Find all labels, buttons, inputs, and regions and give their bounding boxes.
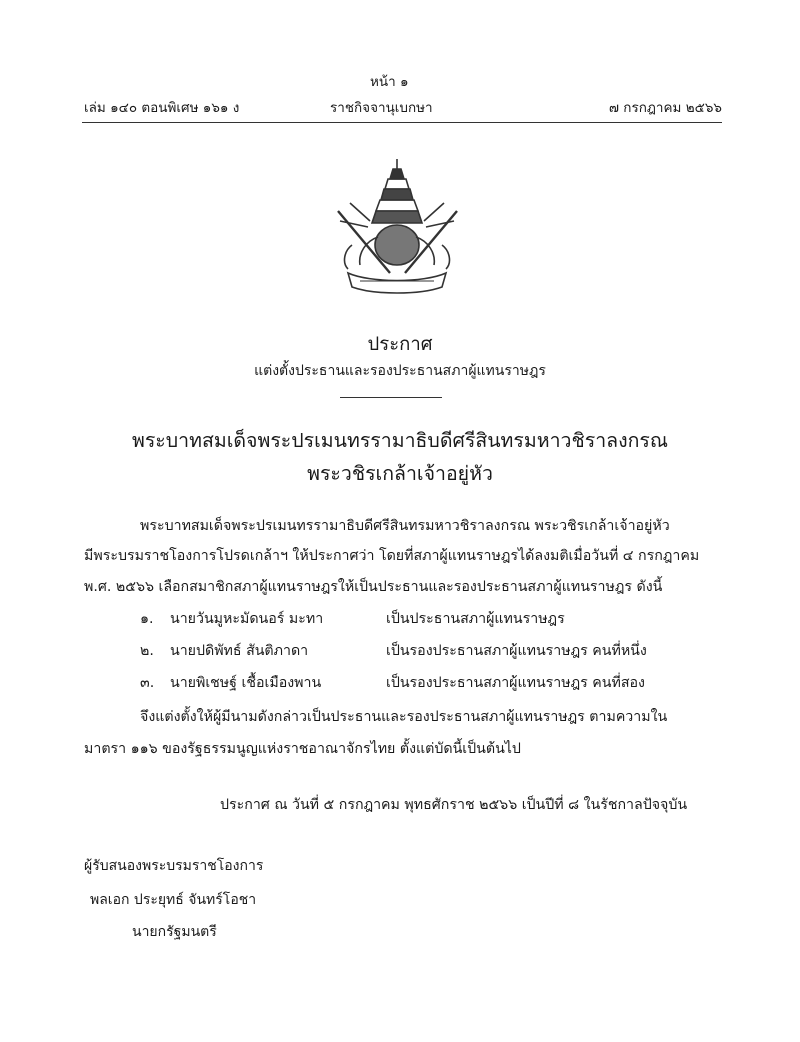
appointee-role: เป็นรองประธานสภาผู้แทนราษฎร คนที่สอง bbox=[386, 675, 645, 691]
body-line: พระบาทสมเด็จพระปรเมนทรรามาธิบดีศรีสินทรมหาวชิราลงกรณ พระวชิรเกล้าเจ้าอยู่หัว bbox=[140, 518, 670, 534]
appointee-number: ๓. bbox=[140, 675, 155, 691]
appointee-number: ๒. bbox=[140, 643, 154, 659]
body-line: จึงแต่งตั้งให้ผู้มีนามดังกล่าวเป็นประธานและรองประธานสภาผู้แทนราษฎร ตามความใน bbox=[140, 709, 668, 725]
countersign-label: ผู้รับสนองพระบรมราชโองการ bbox=[84, 858, 264, 874]
body-line: มาตรา ๑๑๖ ของรัฐธรรมนูญแห่งราชอาณาจักรไทย ตั้งแต่บัดนี้เป็นต้นไป bbox=[84, 741, 521, 757]
king-title-line2: พระวชิรเกล้าเจ้าอยู่หัว bbox=[307, 462, 493, 485]
king-title-line1: พระบาทสมเด็จพระปรเมนทรรามาธิบดีศรีสินทรมหาวชิราลงกรณ bbox=[131, 429, 668, 452]
announcement-date-line: ประกาศ ณ วันที่ ๕ กรกฎาคม พุทธศักราช ๒๕๖๖ เป็นปีที่ ๘ ในรัชกาลปัจจุบัน bbox=[220, 797, 688, 813]
header-rule bbox=[82, 122, 722, 123]
appointee-name: นายวันมูหะมัดนอร์ มะทา bbox=[170, 611, 324, 627]
signatory-position: นายกรัฐมนตรี bbox=[132, 924, 217, 940]
appointee-name: นายปดิพัทธ์ สันติภาดา bbox=[170, 643, 309, 659]
appointee-name: นายพิเชษฐ์ เชื้อเมืองพาน bbox=[170, 675, 322, 691]
body-line: มีพระบรมราชโองการโปรดเกล้าฯ ให้ประกาศว่า โดยที่สภาผู้แทนราษฎรได้ลงมติเมื่อวันที่ ๔ กรกฎาคม bbox=[84, 548, 700, 564]
appointee-role: เป็นประธานสภาผู้แทนราษฎร bbox=[386, 611, 565, 627]
appointee-number: ๑. bbox=[140, 611, 154, 627]
announcement-title: ประกาศ bbox=[367, 334, 433, 355]
announcement-subtitle: แต่งตั้งประธานและรองประธานสภาผู้แทนราษฎร bbox=[254, 363, 546, 379]
body-line: พ.ศ. ๒๕๖๖ เลือกสมาชิกสภาผู้แทนราษฎรให้เป็นประธานและรองประธานสภาผู้แทนราษฎร ดังนี้ bbox=[84, 579, 663, 595]
title-separator bbox=[340, 397, 442, 398]
page-number: หน้า ๑ bbox=[370, 74, 409, 90]
appointee-role: เป็นรองประธานสภาผู้แทนราษฎร คนที่หนึ่ง bbox=[386, 643, 647, 659]
gazette-date: ๗ กรกฎาคม ๒๕๖๖ bbox=[608, 100, 722, 116]
signatory-name: พลเอก ประยุทธ์ จันทร์โอชา bbox=[90, 892, 257, 908]
gazette-name: ราชกิจจานุเบกษา bbox=[330, 100, 433, 116]
royal-emblem-icon bbox=[330, 155, 465, 295]
volume-issue: เล่ม ๑๔๐ ตอนพิเศษ ๑๖๑ ง bbox=[84, 100, 240, 116]
